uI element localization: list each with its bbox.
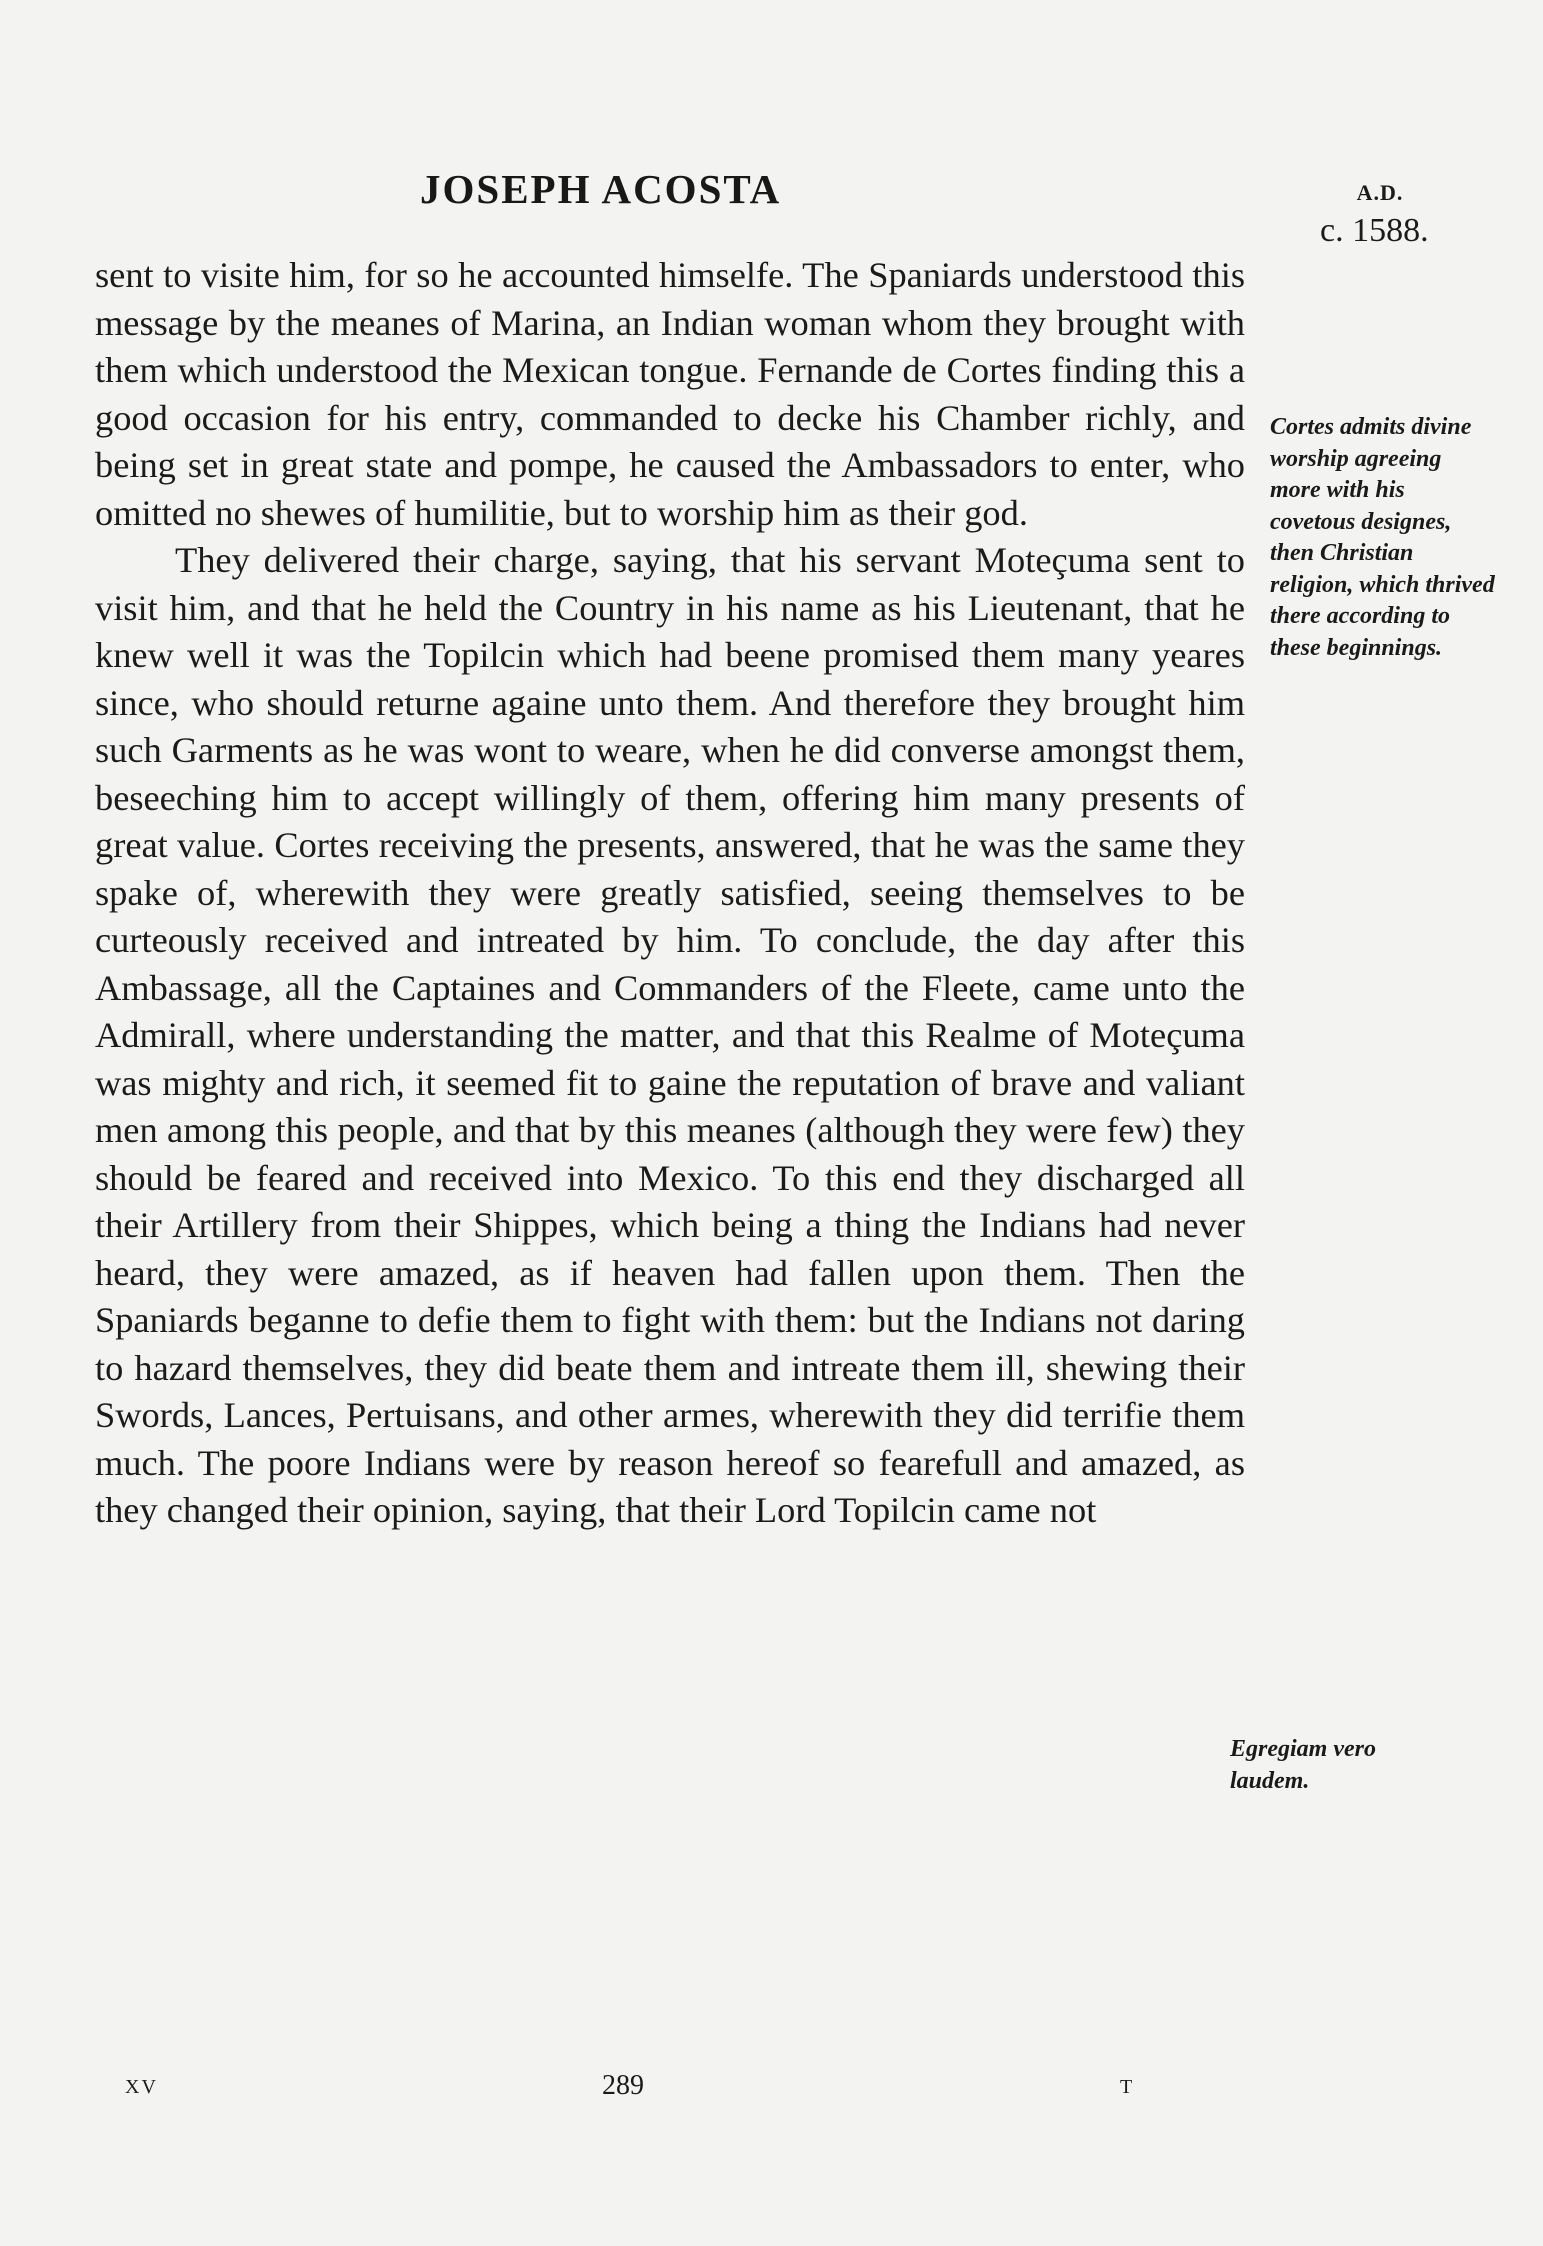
margin-note-cortes: Cortes admits divine worship agreeing more with his covetous designes, then Christian religion, which thrived there according to these beginnings.: [1270, 414, 1495, 661]
running-title: JOSEPH ACOSTA: [420, 166, 782, 212]
signature-left: XV: [125, 2076, 158, 2098]
margin-note-egregiam: Egregiam vero laudem.: [1230, 1736, 1376, 1794]
margin-date-value: c. 1588.: [1320, 212, 1429, 249]
paragraph-1: sent to visite him, for so he accounted himselfe. The Spaniards understood this message by the meanes of Marina, an Indian woman whom they brought with them which understood the Mexican tongue. Fernande de Cortes finding this a good occasion for his entry, commanded to decke his Chamber richly, and being set in great state and pompe, he caused the Ambassadors to enter, who omitted no shewes of humilitie, but to worship him as their god.: [95, 255, 1245, 533]
signature-right: T: [1120, 2076, 1133, 2098]
paragraph-2: They delivered their charge, saying, that his servant Moteçuma sent to visit him, and that he held the Country in his name as his Lieutenant, that he knew well it was the Topilcin which had beene promised them many yeares since, who should returne againe unto them. And therefore they brought him such Garments as he was wont to weare, when he did converse amongst them, beseeching him to accept willingly of them, offering him many presents of great value. Cortes receiving the presents, answered, that he was the same they spake of, wherewith they were greatly satisfied, seeing themselves to be curteously received and intreated by him. To conclude, the day after this Ambassage, all the Captaines and Commanders of the Fleete, came unto the Admirall, where understanding the matter, and that this Realme of Moteçuma was mighty and rich, it seemed fit to gaine the reputation of brave and valiant men among this people, and that by this meanes (although they were few) they should be feared and received into Mexico. To this end they discharged all their Artillery from their Shippes, which being a thing the Indians had never heard, they were amazed, as if heaven had fallen upon them. Then the Spaniards beganne to defie them to fight with them: but the Indians not daring to hazard themselves, they did beate them and intreate them ill, shewing their Swords, Lances, Pertuisans, and other armes, wherewith they did terrifie them much. The poore Indians were by reason hereof so fearefull and amazed, as they changed their opinion, saying, that their Lord Topilcin came not: [95, 540, 1245, 1530]
main-text: [95, 252, 1245, 1535]
margin-date-label: A.D.: [1356, 180, 1404, 205]
page-number: 289: [602, 2070, 644, 2101]
